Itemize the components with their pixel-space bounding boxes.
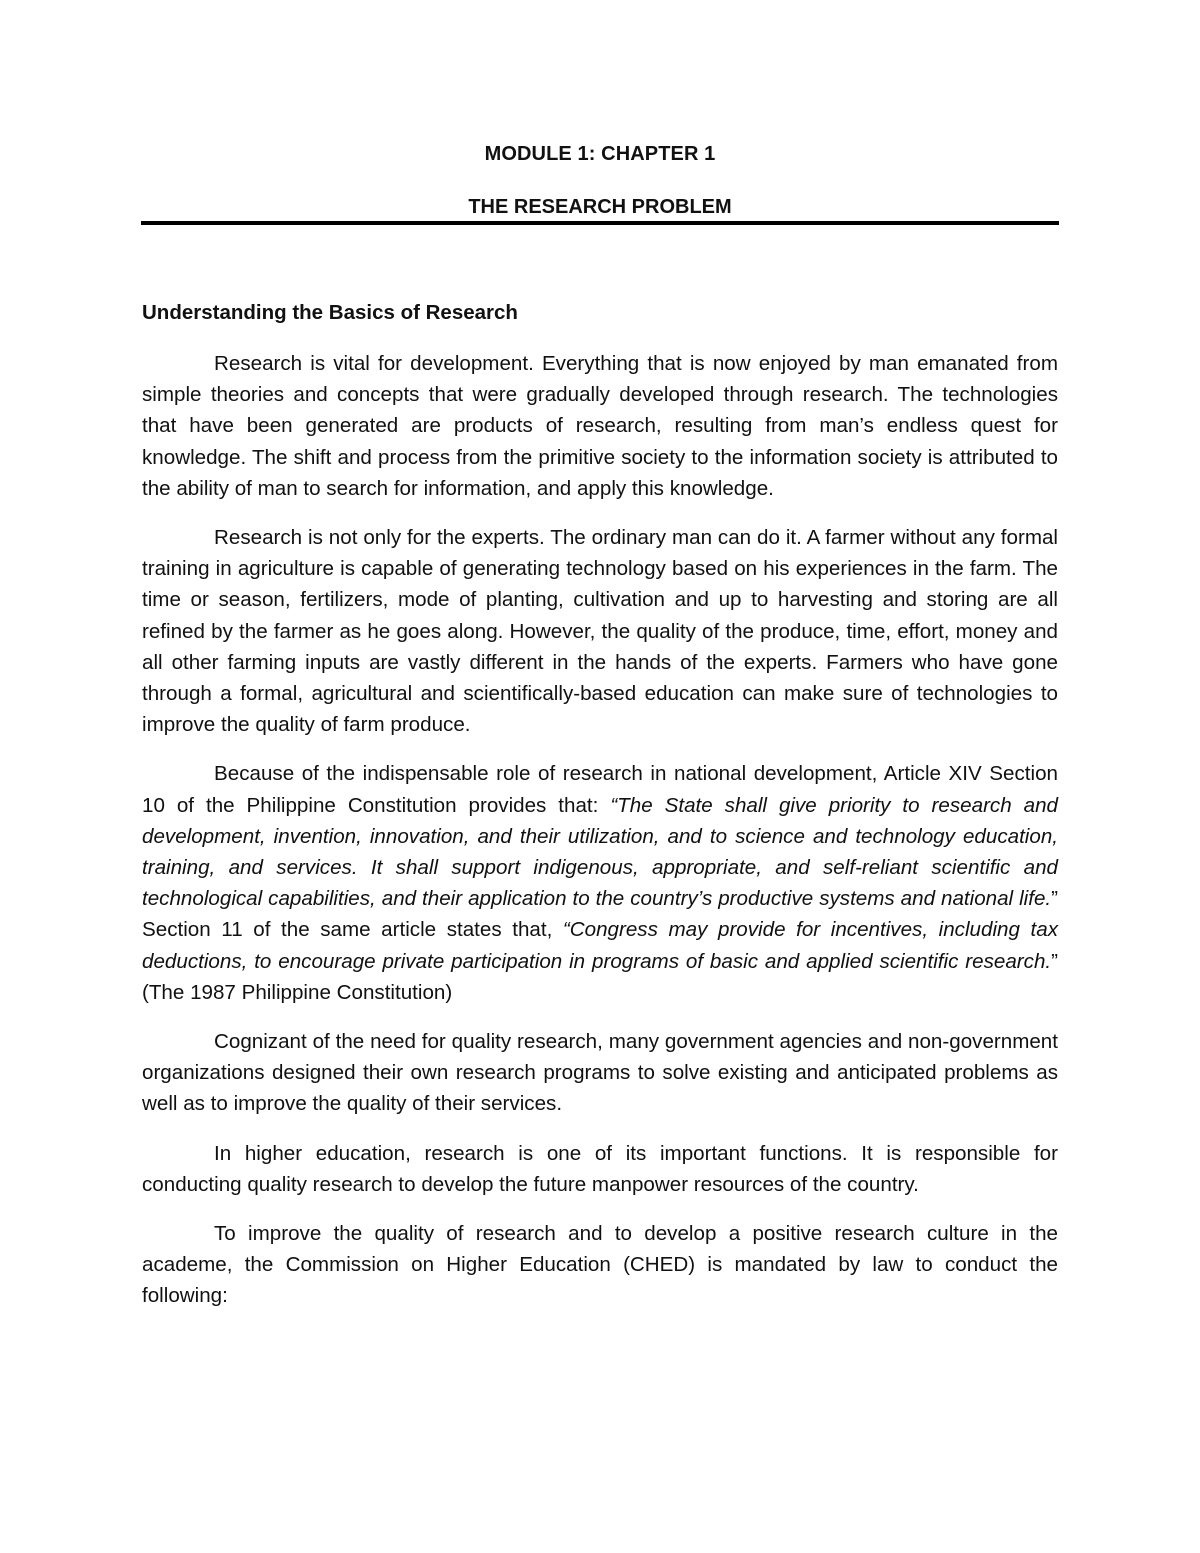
paragraph-4: Cognizant of the need for quality research, many government agencies and non-government organizations designed their own research programs to solve existing and anticipated problems as well as to improve the quality of their services.	[142, 1030, 1058, 1116]
body-text	[142, 348, 1058, 1330]
paragraph-3-end: ” (The 1987 Philippine Constitution)	[142, 949, 1058, 1004]
paragraph-6: To improve the quality of research and to develop a positive research culture in the academe, the Commission on Higher Education (CHED) is mandated by law to conduct the following:	[142, 1222, 1058, 1308]
paragraph-3-middle: ” Section 11 of the same article states that,	[142, 887, 1058, 942]
title-divider	[141, 221, 1059, 225]
constitution-section-10-quote: “The State shall give priority to research and development, invention, innovation, and their utilization, and to science and technology education, training, and services. It shall support indigenous, appropriate, and self-reliant scientific and technological capabilities, and their application to the country’s productive systems and national life.	[142, 793, 1058, 911]
constitution-section-11-quote: “Congress may provide for incentives, including tax deductions, to encourage private participation in programs of basic and applied scientific research.	[142, 918, 1058, 973]
paragraph-3-intro: Because of the indispensable role of research in national development, Article XIV Section 10 of the Philippine Constitution provides that:	[142, 762, 1058, 817]
paragraph-5: In higher education, research is one of its important functions. It is responsible for conducting quality research to develop the future manpower resources of the country.	[142, 1141, 1058, 1196]
module-title: MODULE 1: CHAPTER 1	[484, 143, 716, 165]
chapter-title: THE RESEARCH PROBLEM	[468, 196, 732, 218]
section-heading: Understanding the Basics of Research	[142, 301, 518, 324]
paragraph-1: Research is vital for development. Everything that is now enjoyed by man emanated from simple theories and concepts that were gradually developed through research. The technologies that have been generated are products of research, resulting from man’s endless quest for knowledge. The shift and process from the primitive society to the information society is attributed to the ability of man to search for information, and apply this knowledge.	[142, 352, 1058, 500]
paragraph-3	[142, 758, 1058, 1008]
paragraph-2: Research is not only for the experts. The ordinary man can do it. A farmer without any formal training in agriculture is capable of generating technology based on his experiences in the farm. The time or season, fertilizers, mode of planting, cultivation and up to harvesting and storing are all refined by the farmer as he goes along. However, the quality of the produce, time, effort, money and all other farming inputs are vastly different in the hands of the experts. Farmers who have gone through a formal, agricultural and scientifically-based education can make sure of technologies to improve the quality of farm produce.	[142, 526, 1058, 737]
